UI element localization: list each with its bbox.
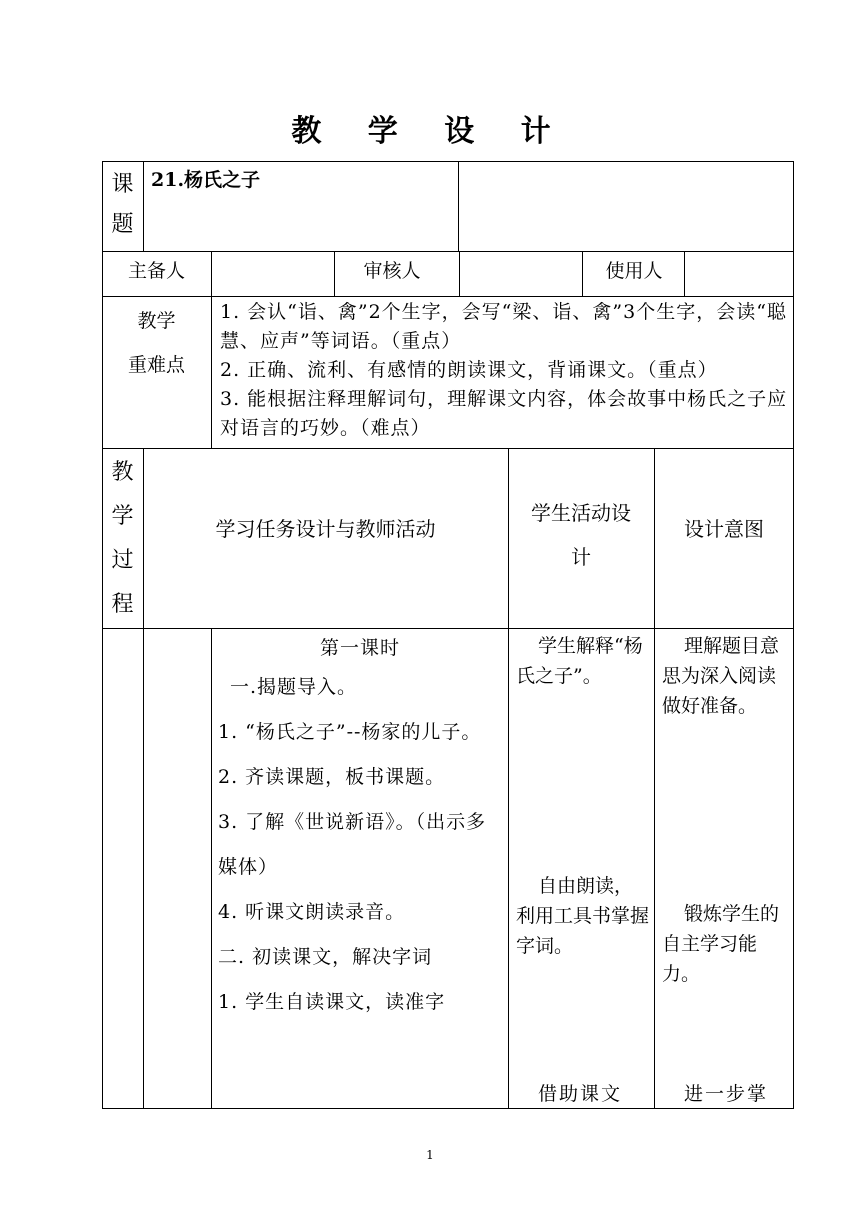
table-border: [793, 161, 794, 1109]
design-intent: 进一步掌: [684, 1083, 769, 1105]
goal-item: 3. 能根据注释理解词句，理解课文内容，体会故事中杨氏之子应对语言的巧妙。（难点）: [220, 388, 788, 439]
lesson-line: 一.揭题导入。: [230, 676, 358, 698]
table-border: [143, 448, 144, 1109]
table-border: [102, 251, 794, 252]
lesson-line: 3. 了解《世说新语》。（出示多媒体）: [218, 811, 487, 878]
reviewer-label: 审核人: [363, 260, 421, 282]
intent-column-header: 设计意图: [684, 517, 764, 541]
table-border: [582, 251, 583, 296]
tasks-column-header: 学习任务设计与教师活动: [215, 517, 436, 541]
goal-item: 2. 正确、流利、有感情的朗读课文，背诵课文。（重点）: [220, 359, 718, 381]
design-intent: 锻炼学生的自主学习能力。: [662, 903, 780, 985]
student-activity: 学生解释“杨氏之子”。: [516, 635, 643, 687]
table-border: [211, 251, 212, 448]
prep-person-label: 主备人: [127, 260, 185, 282]
design-intent: 理解题目意思为深入阅读做好准备。: [662, 635, 780, 717]
user-label: 使用人: [605, 260, 663, 282]
table-border: [102, 296, 794, 297]
table-border: [102, 448, 794, 449]
student-column-header: 学生活动设 计: [531, 501, 631, 569]
table-border: [102, 161, 794, 162]
student-activity: 自由朗读，利用工具书掌握字词。: [516, 875, 650, 957]
lesson-line: 1. 学生自读课文，读准字: [218, 991, 446, 1013]
table-border: [334, 251, 335, 296]
goals-label: 教学 重难点: [127, 310, 185, 376]
table-border: [684, 251, 685, 296]
table-border: [459, 251, 460, 296]
lesson-line: 二. 初读课文，解决字词: [218, 946, 433, 968]
lesson-line: 2. 齐读课题，板书课题。: [218, 766, 446, 788]
session-title: 第一课时: [319, 637, 400, 659]
document-title: 教 学 设 计: [291, 114, 569, 149]
table-border: [458, 161, 459, 251]
lesson-plan-table: [102, 161, 794, 1109]
student-activity: 借助课文: [538, 1083, 623, 1105]
table-border: [143, 161, 144, 251]
lesson-line: 1. “杨氏之子”--杨家的儿子。: [218, 721, 482, 743]
topic-label: 课 题: [111, 172, 134, 237]
goals-list: [220, 298, 788, 443]
table-border: [508, 628, 509, 1109]
process-label: 教 学 过 程: [111, 460, 134, 617]
lesson-tasks: [218, 631, 502, 1025]
table-border: [654, 448, 655, 1109]
table-border: [102, 628, 794, 629]
topic-value: 21.杨氏之子: [151, 169, 261, 191]
table-border: [211, 628, 212, 1109]
lesson-line: 4. 听课文朗读录音。: [218, 901, 406, 923]
page-number: 1: [426, 1148, 434, 1162]
goal-item: 1. 会认“诣、禽”2个生字，会写“梁、诣、禽”3个生字，会读“聪慧、应声”等词语。（重点）: [220, 301, 787, 352]
